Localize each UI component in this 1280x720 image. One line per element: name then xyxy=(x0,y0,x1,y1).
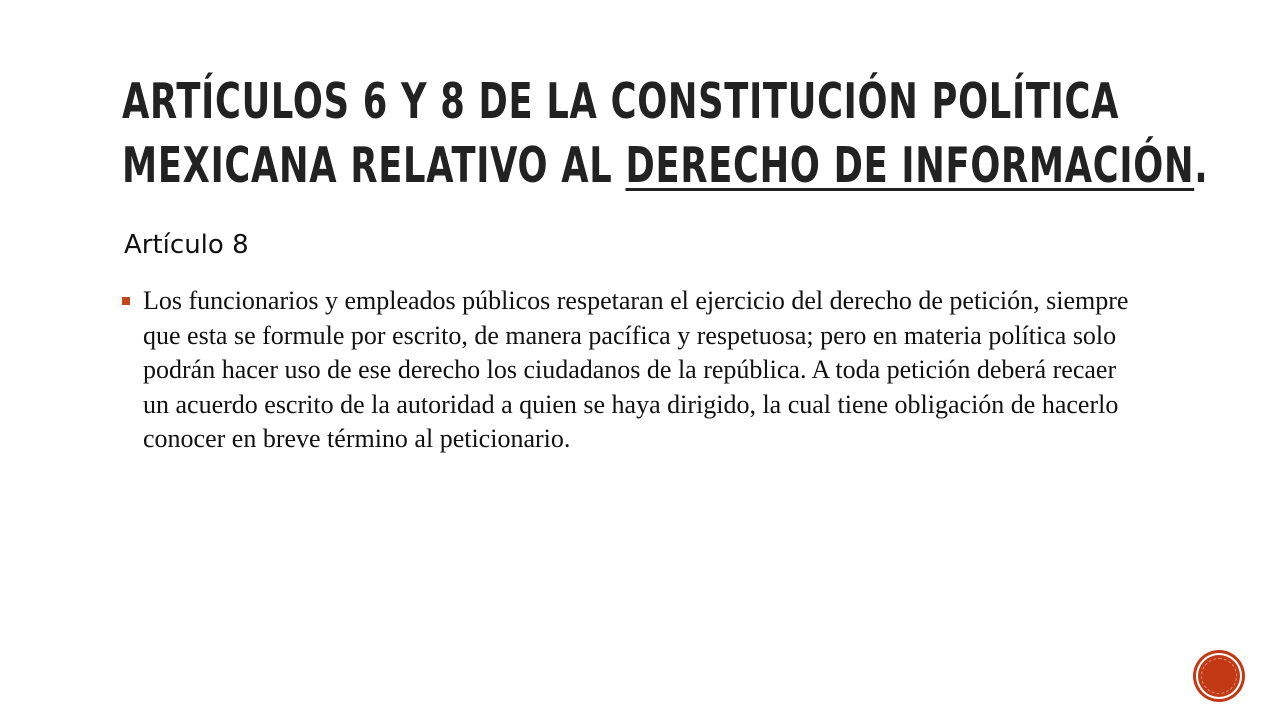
title-line-2-prefix: MEXICANA RELATIVO AL xyxy=(122,137,626,194)
square-bullet-icon xyxy=(122,297,130,305)
nav-circle-icon[interactable] xyxy=(1196,653,1242,699)
article-heading: Artículo 8 xyxy=(124,230,249,260)
slide-title xyxy=(122,70,1209,198)
title-line-1: ARTÍCULOS 6 Y 8 DE LA CONSTITUCIÓN POLÍTICA xyxy=(122,73,1120,130)
title-line-2 xyxy=(122,134,1209,198)
bullet-item xyxy=(122,284,1182,457)
bullet-text: Los funcionarios y empleados públicos respetaran el ejercicio del derecho de petición, siempre que esta se formule por escrito, de manera pacífica y respetuosa; pero en materia política solo podrán hacer uso de ese derecho los ciudadanos de la república. A toda petición deberá recaer un acuerdo escrito de la autoridad a quien se haya dirigido, la cual tiene obligación de hacerlo conocer en breve término al peticionario. xyxy=(143,286,1129,453)
title-line-2-suffix: . xyxy=(1194,137,1209,194)
title-hyperlink[interactable]: DERECHO DE INFORMACIÓN xyxy=(625,137,1195,194)
nav-circle-ring xyxy=(1201,658,1237,694)
